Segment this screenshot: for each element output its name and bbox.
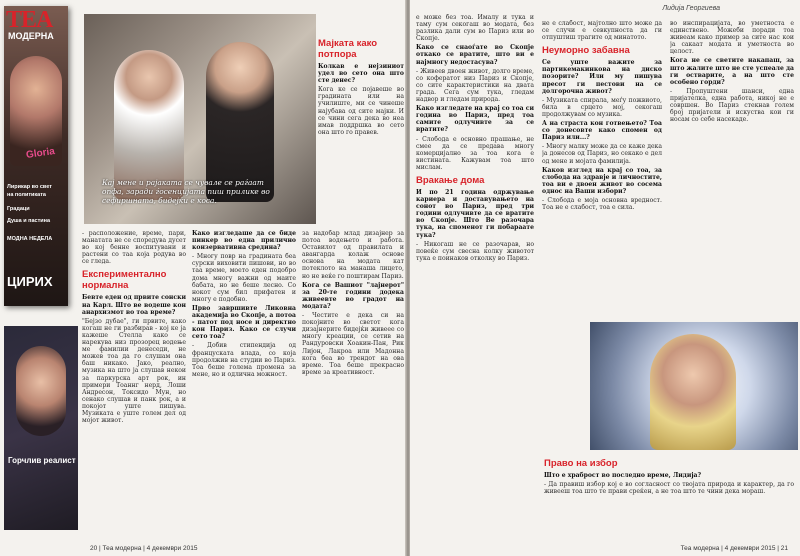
right-column-1 (416, 14, 534, 544)
rbottom-heading: Право на избор (544, 458, 618, 469)
rcol1-question-2: Како изгледате на крај со тоа си година во Париз, пред тоа самите одлучивте за се вратите? (416, 105, 534, 134)
col1-question: Бевте еден од првите сонски на Карл. Што ве водеше кон анархизмот во тоа време? (82, 294, 186, 316)
right-bottom-section (544, 454, 794, 540)
main-photo (84, 14, 316, 224)
right-photo (590, 322, 798, 450)
rcol2-question-1: Се уште важите за партикемакинкова на диско позорите? Или му пишува пресот ги пестови на се долгорочна живот? (542, 59, 662, 95)
rcol1-heading: Вракање дома (416, 174, 485, 186)
col3-body-1: за надобар млад дизајнер за потоа водењето и работа. Оставилот од правилата и авангарда колаж основе основа на модата кат потеклото на манаша лицето, но не веќе го поштирам Париз. (302, 230, 404, 280)
left-column-3 (302, 230, 404, 542)
rbottom-question: Што е храброст во последно време, Лидија? (544, 472, 702, 479)
rcol2-question-2: А на страста кон готвењето? Тоа со донесовте како спомен од Париз или...? (542, 120, 662, 142)
col2-body-1: - Многу повр на градината беа сурски виховити пишови, но во таа време, моето еден подобро дома многу важни од маите бабата, но не беше лесно. Со нокот сум бил прифатен и многу е подобно. (192, 253, 296, 303)
portrait-photo (16, 346, 66, 436)
cover-title: ТЕА (6, 7, 53, 33)
cover-subtitle: МОДЕРНА (8, 31, 54, 41)
right-page (410, 0, 800, 556)
folio-right: Теа модерна | 4 декември 2015 | 21 (680, 545, 788, 552)
cover-line-3: Градаци (7, 206, 30, 212)
rcol2-body-2: - Многу малку може да се каже дека ја донесов од Париз, но секако е дел од мене и мојата фамилија. (542, 143, 662, 165)
cover-gloria: Gloria (25, 146, 56, 161)
rcol1-body-3: - Никогаш не се разочарав, но повеќе сум свесна колку животот тука е поинаков отколку во Париз. (416, 240, 534, 262)
rcol2-heading: Неуморно забавна (542, 45, 630, 57)
right-column-2 (542, 20, 662, 316)
rcol1-body-0: е може без тоа. Ималу и тука и таму сум секогаш во модата, без разлика дали сум во Париз или во Скопје. (416, 14, 534, 43)
rcol1-body-2: - Слобода е основно прашање, не смее да се предава многу комерцијално за тоа кога е вистината. Кажувам тоа што мислам. (416, 135, 534, 171)
col1-body: "Бејзо дубае", ги првите, како когаш не ги разбирав - кој ке ја кажеше Стелла како се нарекува низ прозорец водење ме фамилии денеседи, не можев тоа да го слушам она баш никако. Јако, реално, музика на што ја слушав некои за паркурска арт рок, ин примери Тоаннг нерд, Лоши Андресон, Токсидо Мун, но сенако слушав и панк рок, а и покојот уште пишува. Музиката е уште голем дел од мојот живот. (82, 317, 186, 425)
col1-heading: Експериментално нормална (82, 269, 167, 292)
rcol2-question-3: Каков изглед на крај со тоа, за слобода на здравје и личностите, тоа ви е двоен живот во сосема однос на Ваши избори? (542, 166, 662, 195)
col2-question-2: Прво завршивте Ликовна академија во Скопје, а потоа - патот под носе и директно кон Париз. Како се случи сето тоа? (192, 304, 296, 341)
col2-body-2: - Добив стипендија од француската влада, со која продолжив на студии во Париз. Тоа беше голема промена за мене, но и одлична можност. (192, 342, 296, 378)
rcol2-body-3: - Слобода е моја основна вредност. Тоа не е слабост, тоа е сила. (542, 196, 662, 212)
cover-line-2: на политиката (7, 192, 46, 198)
rcol3-question: Кога не се светите накапаш, за што жалите што не сте успеале да ги остварите, а на што сте особено горди? (670, 57, 794, 86)
rcol3-body-2: - Пропуштени шанси, една пријателка, една работа, никој не е совршен. Во Париз стекнав голем број пријатели и искуства кои ги носам со себе насекаде. (670, 87, 794, 124)
left-column-2 (192, 230, 296, 542)
right-photo-subject (650, 334, 736, 450)
rcol2-body-0: не е слабост, мајтолно што може да се случи е севкупноста да ги отпуштиш трагите од минатото. (542, 20, 662, 42)
magazine-cover (4, 6, 68, 306)
cover-line-1: Лирикар во свет (7, 184, 52, 190)
col3-body-2: - Честите е дека си на покојните во светот кога дизајнерите бидејќи живеее со многу креации, се сетив на Рандуровски Хоакин-Пан, Рик Лијон, Лакроа или Мадонна кога беа во трендот на ова време. Тоа беше прекрасно време за креативност. (302, 312, 404, 376)
cover-line-4: Душа и пастина (7, 218, 51, 224)
sidebar-heading: Мајката како потпора (318, 38, 378, 60)
col1-lead: - расположение, време, пари, манатата не се споредува дусет во кој бенне воспитувани и растени со таа која родува во се гледа. (82, 230, 186, 266)
rcol1-question-1: Како се снаоѓате во Скопје откако се вратите, што ви е најмногу недостасува? (416, 44, 534, 66)
cover-bottom: ЦИРИХ (7, 274, 53, 289)
rcol2-body-1: - Музиката спирала, меѓу пожвиото, била в срцето мој, секогаш продолжувам со музика. (542, 96, 662, 118)
running-head: Лидија Георгиева (662, 5, 720, 12)
portrait-text: Горчлив реалист (8, 456, 76, 465)
sidebar-text: Кога ке се појавеше во градината или на училиште, ми се чинеше најубава од сите мајки. И се чини сега дека во неа имав поддршка во сето она што го правев. (318, 86, 404, 136)
rbottom-body: - Да правиш избор кој е во согласност со твојата природа и карактер, да го живееш тоа што те прави среќен, а не тоа што те чини дека мораш. (544, 481, 794, 496)
left-column-1 (82, 230, 186, 542)
col2-question-1: Како изгледаше да се биде пинкер во една прилично конзервативна средина? (192, 230, 296, 252)
col3-question: Кога се Вашиот "лајнерот" за 20-те години додека живеевте во градот на модата? (302, 281, 404, 310)
rcol1-body-1: - Живеев двоен живот, долго време, со кофератот низ Париз и Скопје, со сите карактеристики на двата града. Сега сум тука, гледам надвор и гледам природа. (416, 67, 534, 104)
rcol3-body-1: во инспирацијата, во уметноста е единствено. Можеби поради тоа живеам како пример за сите нас кои ја сакаат модата и уметноста во целост. (670, 20, 794, 56)
rcol1-question-3: И по 21 година одржување кариера и доставувањето на сонот во Париз, пред три години одлучивте да се вратите во Скопје. Што Ве разочара тука, на споменот ги побараате тука? (416, 188, 534, 239)
cover-line-5: МОДНА НЕДЕЛА (7, 236, 53, 242)
right-column-3 (670, 20, 794, 316)
folio-left: 20 | Теа модерна | 4 декември 2015 (90, 545, 198, 552)
photo-caption: Кај мене и рајаката се чувале се раѓаат опфа, заради ѓосенцијата пиш прилике во сефиршната, бидејќи е коса. (102, 178, 270, 205)
sidebar (318, 34, 406, 222)
cover-portrait (4, 326, 78, 530)
sidebar-body (318, 63, 404, 223)
sidebar-question: Колкав е нејзиниот удел во сето она што сте денес? (318, 63, 404, 85)
